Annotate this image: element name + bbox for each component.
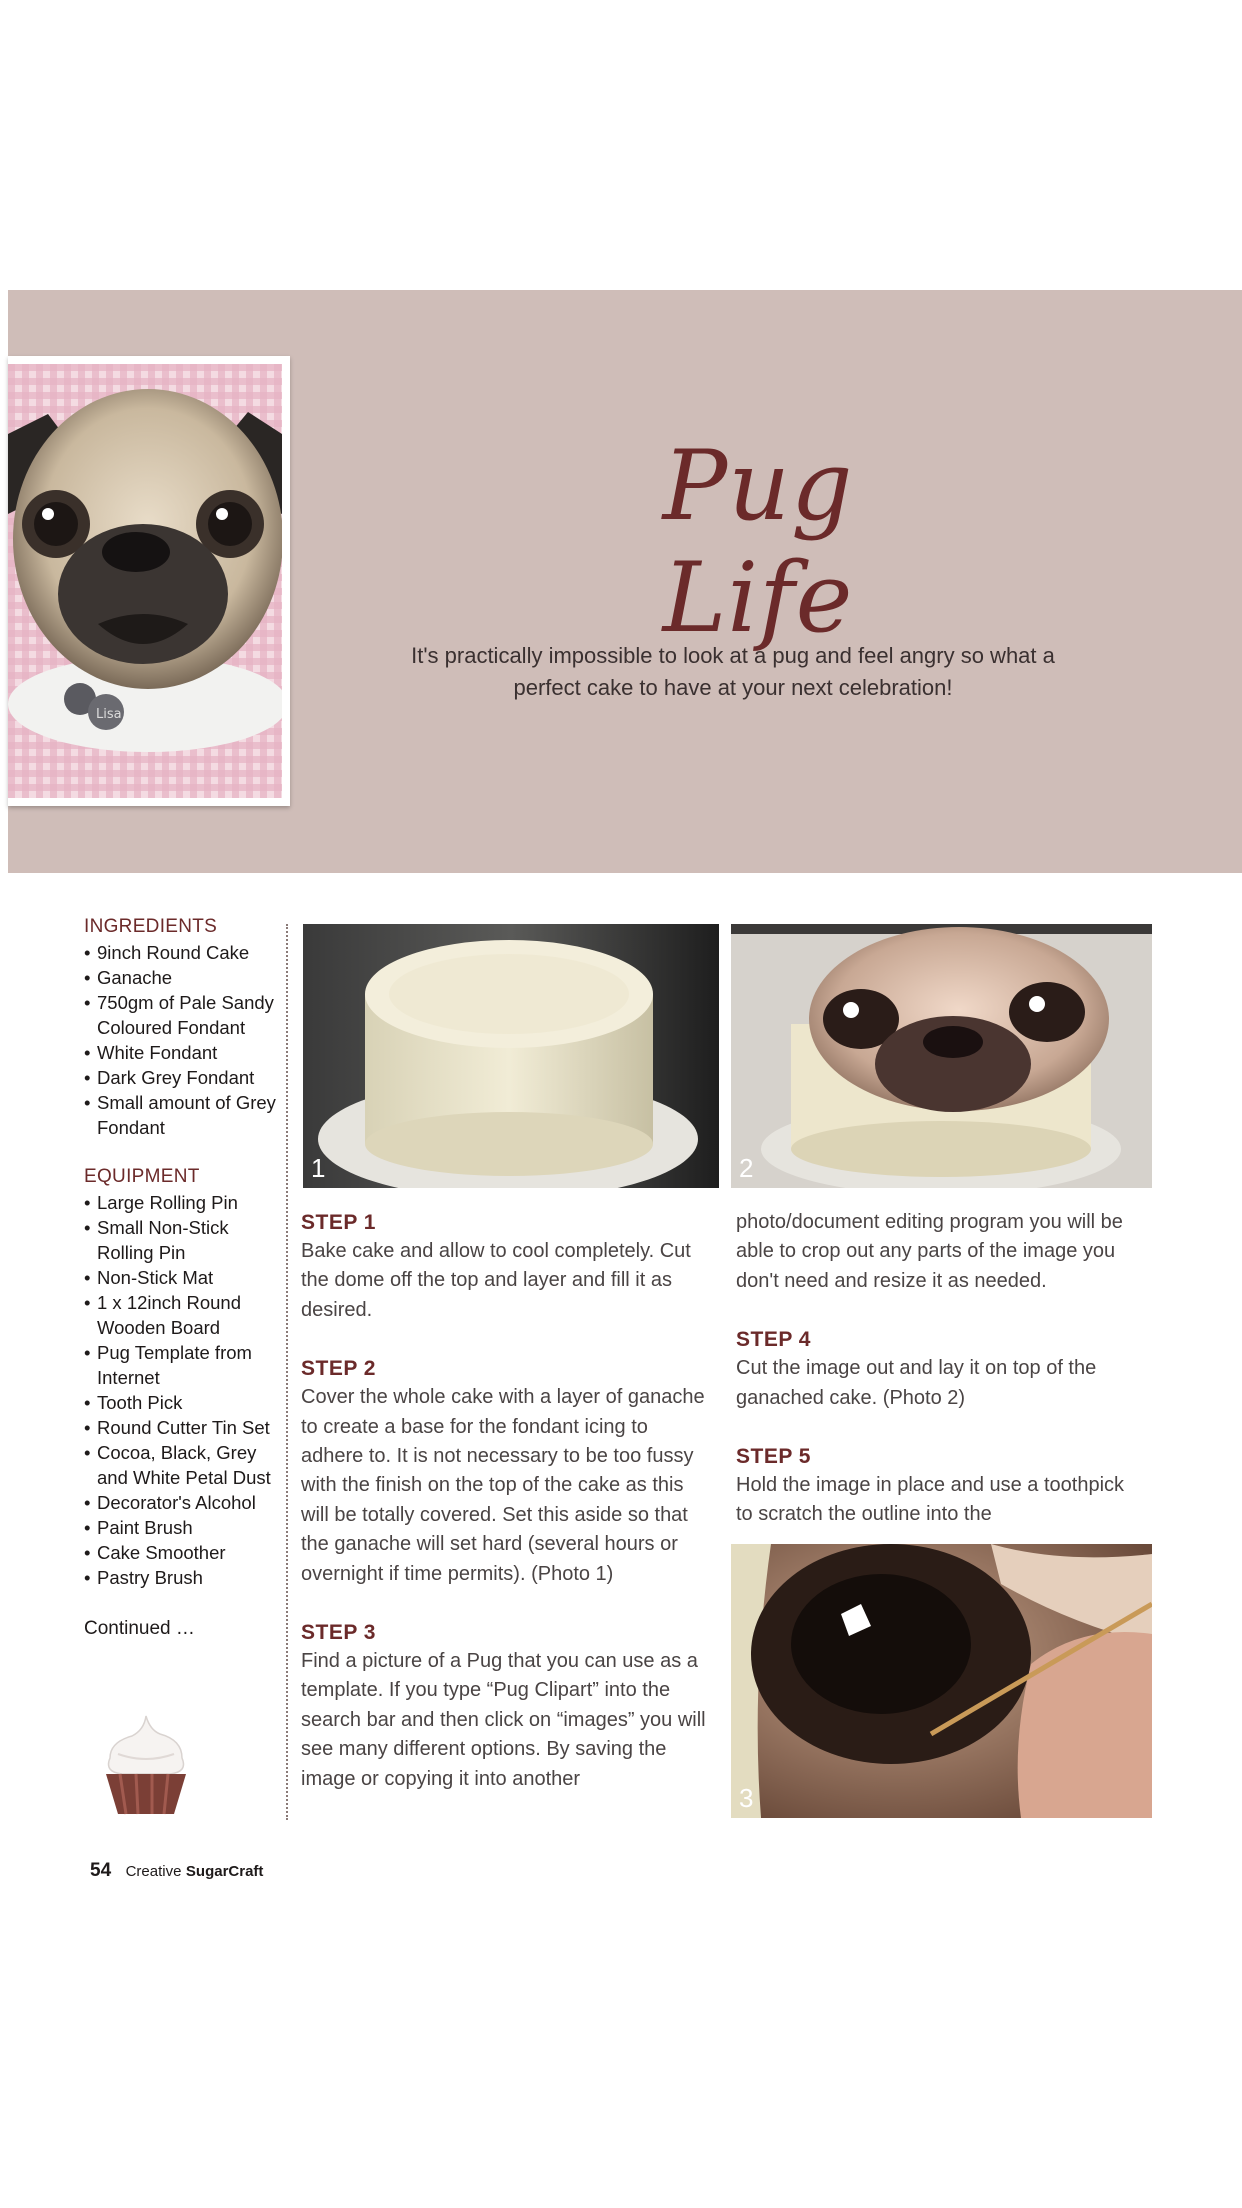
photo-number: 2: [739, 1153, 754, 1183]
ingredients-heading: INGREDIENTS: [84, 916, 218, 937]
step-1-text: Bake cake and allow to cool completely. Cut the dome off the top and layer and fill it as desired.: [301, 1240, 691, 1321]
step-4-title: STEP 4: [736, 1328, 811, 1352]
page-subtitle: It's practically impossible to look at a pug and feel angry so what a perfect cake to have at your next celebration!: [411, 643, 1055, 700]
equipment-heading: EQUIPMENT: [84, 1166, 200, 1187]
photo-number: 3: [739, 1783, 754, 1813]
continued-note: Continued …: [84, 1618, 195, 1639]
ingredient-item: • White Fondant: [84, 1040, 284, 1065]
sidebar: [84, 916, 284, 1640]
name-tag-text: Lisa: [96, 707, 122, 722]
column-divider: [286, 924, 288, 1820]
step-photo-3: [731, 1544, 1152, 1818]
step-photo-2: [731, 924, 1152, 1188]
page-title: Pug Life: [662, 430, 854, 654]
step-3-title: STEP 3: [301, 1621, 376, 1645]
step-1-title: STEP 1: [301, 1211, 376, 1234]
cupcake-icon: [98, 1712, 194, 1816]
step-2-text: Cover the whole cake with a layer of ganache to create a base for the fondant icing to adhere to. It is not necessary to be too fussy with the finish on the top of the cake as this will be totally covered. Set this aside so that the ganache will set hard (several hours or overnight if time permits). (Photo 1): [301, 1386, 705, 1585]
page-number: 54: [90, 1860, 112, 1881]
ingredients-list: [84, 940, 284, 1140]
toothpick-outline-image: [731, 1544, 1152, 1818]
equipment-item: • Large Rolling Pin: [84, 1190, 284, 1215]
equipment-item: • Non-Stick Mat: [84, 1265, 284, 1290]
ingredient-item: • Small amount of Grey Fondant: [84, 1090, 284, 1140]
equipment-item: • Paint Brush: [84, 1515, 284, 1540]
step-2-title: STEP 2: [301, 1357, 376, 1381]
step-3-continued-text: photo/document editing program you will be able to crop out any parts of the image you don't need and resize it as needed.: [736, 1211, 1123, 1292]
photo-number: 1: [311, 1153, 326, 1183]
step-3-text: Find a picture of a Pug that you can use as a template. If you type “Pug Clipart” into the search bar and then click on “images” you will see many different options. By saving the image or copying it into another: [301, 1650, 706, 1790]
pug-cake-photo: [8, 364, 282, 798]
step-5-text: Hold the image in place and use a toothpick to scratch the outline into the: [736, 1474, 1125, 1526]
ingredient-item: • Dark Grey Fondant: [84, 1065, 284, 1090]
step-photo-1: [303, 924, 719, 1188]
ingredient-item: • 750gm of Pale Sandy Coloured Fondant: [84, 990, 284, 1040]
step-5-title: STEP 5: [736, 1445, 811, 1469]
equipment-item: • 1 x 12inch Round Wooden Board: [84, 1290, 284, 1340]
page-footer: [90, 1860, 263, 1882]
equipment-item: • Pug Template from Internet: [84, 1340, 284, 1390]
magazine-brand-light: Creative: [125, 1863, 182, 1880]
ganached-cake-image: [303, 924, 719, 1188]
equipment-item: • Small Non-Stick Rolling Pin: [84, 1215, 284, 1265]
steps-column-1: [301, 1208, 711, 1794]
step-4-text: Cut the image out and lay it on top of the ganached cake. (Photo 2): [736, 1357, 1097, 1409]
equipment-item: • Cake Smoother: [84, 1540, 284, 1565]
header-banner: [8, 290, 1242, 873]
ingredient-item: • Ganache: [84, 965, 284, 990]
equipment-item: • Round Cutter Tin Set: [84, 1415, 284, 1440]
equipment-item: • Cocoa, Black, Grey and White Petal Dust: [84, 1440, 284, 1490]
pug-template-on-cake-image: [731, 924, 1152, 1188]
ingredient-item: • 9inch Round Cake: [84, 940, 284, 965]
magazine-brand-bold: SugarCraft: [185, 1863, 264, 1880]
equipment-list: [84, 1190, 284, 1590]
equipment-item: • Decorator's Alcohol: [84, 1490, 284, 1515]
hero-photo: [8, 356, 290, 806]
equipment-item: • Tooth Pick: [84, 1390, 284, 1415]
steps-column-2: [736, 1208, 1146, 1530]
equipment-item: • Pastry Brush: [84, 1565, 284, 1590]
